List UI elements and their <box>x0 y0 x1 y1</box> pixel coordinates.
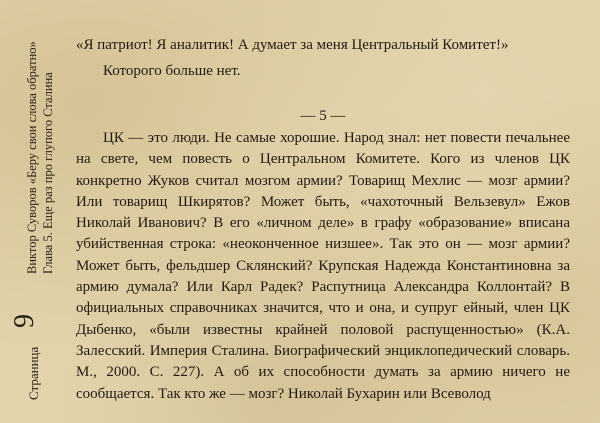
book-title: Виктор Суворов «Беру свои слова обратно» <box>25 41 39 274</box>
quote-line: «Я патриот! Я аналитик! А думает за меня Центральный Комитет!» <box>76 37 509 53</box>
sidebar-rotated-text <box>8 4 64 400</box>
short-line: Которого больше нет. <box>103 63 241 79</box>
body-paragraph: ЦК — это люди. Не самые хорошие. Народ знал: нет повести печальнее на свете, чем повесть о Центральном Комитете. Кого из членов ЦК конкретно Жуков считал мозгом армии? Товарищ Мехлис — мозг армии? Или товарищ Шкирятов? Может быть, «чахоточный Вельзевул» Ежов Николай Иванович? В его «личном деле» в графу «образование» вписана убийственная строка: «неоконченное низшее». Так это он — мозг армии? Может быть, фельдшер Склянский? Крупская Надежда Константиновна за армию думала? Или Карл Радек? Распутница Александра Коллонтай? В официальных справочниках значится, что и она, и супруг ейный, член ЦК Дыбенко, «были известны крайней половой распущенностью» (К.А. Залесский. Империя Сталина. Биографический энциклопедический словарь. М., 2000. С. 227). А об их способности думать за армию ничего не сообщается. Так кто же — мозг? Николай Бухарин или Всеволод <box>76 130 570 402</box>
page-number: 9 <box>9 314 40 328</box>
page-sidebar <box>0 0 68 423</box>
page-label: Страница <box>26 346 41 400</box>
section-number: — 5 — <box>300 108 346 124</box>
page-content <box>76 0 570 423</box>
chapter-title: Глава 5. Еще раз про глупого Сталина <box>41 72 55 274</box>
